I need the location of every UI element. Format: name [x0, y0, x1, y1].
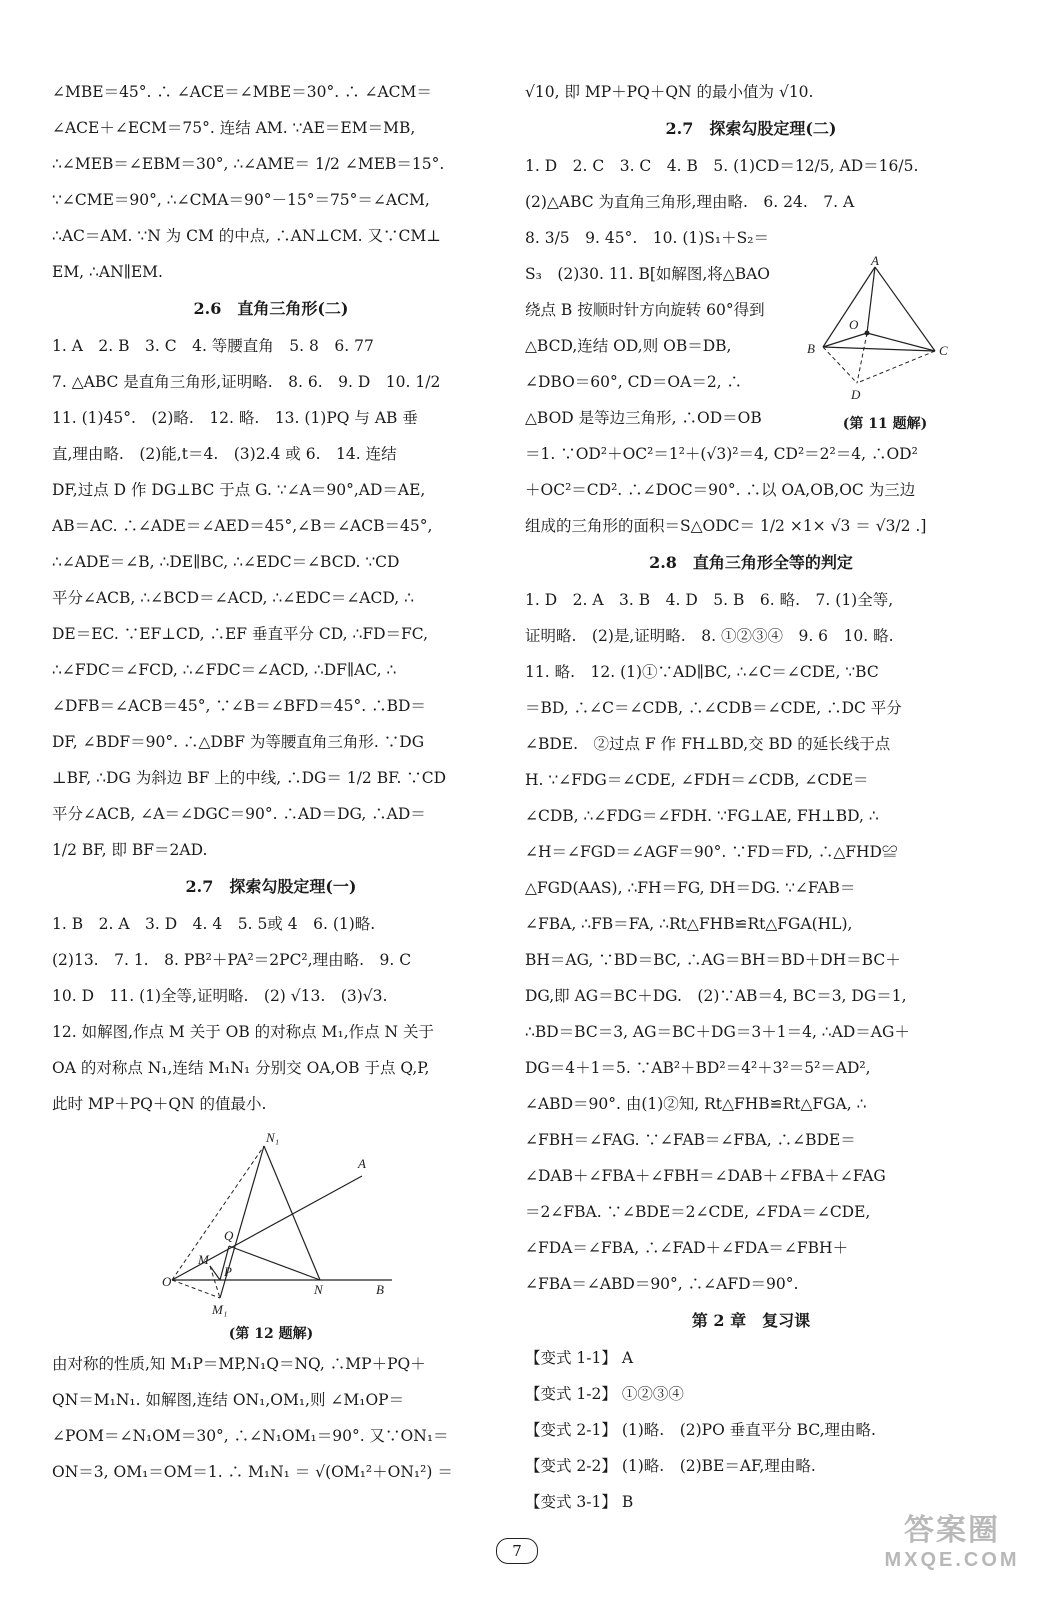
answer-line: ∴∠MEB＝∠EBM＝30°, ∴∠AME＝ 1/2 ∠MEB＝15°.: [52, 155, 445, 173]
label-p: P: [224, 1264, 232, 1279]
answer-line: 1. D 2. A 3. B 4. D 5. B 6. 略. 7. (1)全等,: [525, 591, 894, 609]
answer-line: 1. B 2. A 3. D 4. 4 5. 5或 4 6. (1)略.: [52, 915, 376, 933]
answer-line: △BOD 是等边三角形, ∴OD＝OB: [525, 409, 762, 427]
answer-line: ＋OC²＝CD². ∴∠DOC＝90°. ∴以 OA,OB,OC 为三边: [525, 481, 916, 499]
heading-2-7-part2: 2.7 探索勾股定理(二): [665, 119, 837, 138]
watermark-url: MXQE.COM: [884, 1549, 1020, 1571]
heading-2-6: 2.6 直角三角形(二): [193, 299, 349, 318]
right-lines-a: [525, 74, 977, 110]
review-item: 【变式 1-1】 A: [525, 1349, 634, 1367]
page-number: 7: [496, 1538, 538, 1564]
figure-12-caption: (第 12 题解): [228, 1326, 314, 1342]
label-q: Q: [224, 1228, 234, 1243]
answer-line: 此时 MP＋PQ＋QN 的值最小.: [52, 1095, 267, 1113]
fig11-label-b: B: [807, 341, 815, 356]
answer-line: DG,即 AG＝BC＋DG. (2)∵AB＝4, BC＝3, DG＝1,: [525, 987, 907, 1005]
answer-line: EM, ∴AN∥EM.: [52, 263, 163, 281]
answer-line: 直,理由略. (2)能,t＝4. (3)2.4 或 6. 14. 连结: [52, 445, 397, 463]
answer-line: (2)△ABC 为直角三角形,理由略. 6. 24. 7. A: [525, 193, 855, 211]
answer-line: 8. 3/5 9. 45°. 10. (1)S₁＋S₂＝: [525, 229, 769, 247]
left-lines-b: [52, 328, 490, 868]
answer-line: BH＝AG, ∵BD＝BC, ∴AG＝BH＝BD＋DH＝BC＋: [525, 951, 901, 969]
review-item: 【变式 2-2】 (1)略. (2)BE＝AF,理由略.: [525, 1457, 816, 1475]
answer-line: ∠FDA＝∠FBA, ∴∠FAD＋∠FDA＝∠FBH＋: [525, 1239, 849, 1257]
answer-line: 平分∠ACB, ∠A＝∠DGC＝90°. ∴AD＝DG, ∴AD＝: [52, 805, 426, 823]
answer-line: ＝BD, ∴∠C＝∠CDB, ∴∠CDB＝∠CDE, ∴DC 平分: [525, 699, 902, 717]
answer-line: ∠DAB＋∠FBA＋∠FBH＝∠DAB＋∠FBA＋∠FAG: [525, 1167, 886, 1185]
answer-line: 1. D 2. C 3. C 4. B 5. (1)CD＝12/5, AD＝16/5.: [525, 157, 919, 175]
heading-2-8: 2.8 直角三角形全等的判定: [649, 553, 853, 572]
answer-line: ∠FBA＝∠ABD＝90°, ∴∠AFD＝90°.: [525, 1275, 799, 1293]
label-n1: N₁: [266, 1130, 280, 1145]
answer-line: OA 的对称点 N₁,连结 M₁N₁ 分别交 OA,OB 于点 Q,P,: [52, 1059, 430, 1077]
right-lines-c: [525, 582, 977, 1302]
answer-line: △BCD,连结 OD,则 OB＝DB,: [525, 337, 732, 355]
answer-line: ∠ABD＝90°. 由(1)②知, Rt△FHB≌Rt△FGA, ∴: [525, 1095, 867, 1113]
answer-line: ∴AC＝AM. ∵N 为 CM 的中点, ∴AN⊥CM. 又∵CM⊥: [52, 227, 441, 245]
answer-line: ＝1. ∵OD²＋OC²＝1²＋(√3)²＝4, CD²＝2²＝4, ∴OD²: [525, 445, 918, 463]
answer-line: DF, ∠BDF＝90°. ∴△DBF 为等腰直角三角形. ∵DG: [52, 733, 425, 751]
answer-line: 12. 如解图,作点 M 关于 OB 的对称点 M₁,作点 N 关于: [52, 1023, 435, 1041]
answer-line: ∠CDB, ∴∠FDG＝∠FDH. ∵FG⊥AE, FH⊥BD, ∴: [525, 807, 879, 825]
answer-line: 组成的三角形的面积＝S△ODC＝ 1/2 ×1× √3 ＝ √3/2 .]: [525, 517, 927, 535]
answer-line: 证明略. (2)是,证明略. 8. ①②③④ 9. 6 10. 略.: [525, 627, 894, 645]
answer-line: ∠ACE＋∠ECM＝75°. 连结 AM. ∵AE＝EM＝MB,: [52, 119, 416, 137]
review-item: 【变式 1-2】 ①②③④: [525, 1385, 684, 1403]
fig11-label-c: C: [939, 343, 948, 358]
heading-chapter-2-review: 第 2 章 复习课: [691, 1311, 811, 1330]
answer-line: AB＝AC. ∴∠ADE＝∠AED＝45°,∠B＝∠ACB＝45°,: [52, 517, 433, 535]
answer-line: ＝2∠FBA. ∵∠BDE＝2∠CDE, ∠FDA＝∠CDE,: [525, 1203, 871, 1221]
answer-line: ∴BD＝BC＝3, AG＝BC＋DG＝3＋1＝4, ∴AD＝AG＋: [525, 1023, 910, 1041]
answer-line: √10, 即 MP＋PQ＋QN 的最小值为 √10.: [525, 83, 814, 101]
answer-line: ∠FBA, ∴FB＝FA, ∴Rt△FHB≌Rt△FGA(HL),: [525, 915, 853, 933]
answer-line: ∠MBE＝45°. ∴ ∠ACE＝∠MBE＝30°. ∴ ∠ACM＝: [52, 83, 432, 101]
left-column: [52, 74, 490, 1490]
watermark: [862, 1505, 1042, 1572]
answer-line: ⊥BF, ∴DG 为斜边 BF 上的中线, ∴DG＝ 1/2 BF. ∵CD: [52, 769, 447, 787]
answer-line: DE＝EC. ∵EF⊥CD, ∴EF 垂直平分 CD, ∴FD＝FC,: [52, 625, 428, 643]
answer-line: ∠DBO＝60°, CD＝OA＝2, ∴: [525, 373, 743, 391]
left-lines-c: [52, 906, 490, 1122]
fig11-label-a: A: [871, 255, 879, 268]
label-m: M: [198, 1252, 209, 1267]
answer-line: (2)13. 7. 1. 8. PB²＋PA²＝2PC²,理由略. 9. C: [52, 951, 412, 969]
answer-line: DG＝4＋1＝5. ∵AB²＋BD²＝4²＋3²＝5²＝AD²,: [525, 1059, 871, 1077]
answer-line: 11. 略. 12. (1)①∵AD∥BC, ∴∠C＝∠CDE, ∵BC: [525, 663, 879, 681]
answer-line: 绕点 B 按顺时针方向旋转 60°得到: [525, 301, 765, 319]
answer-line: ∠POM＝∠N₁OM＝30°, ∴∠N₁OM₁＝90°. 又∵ON₁＝: [52, 1427, 449, 1445]
figure-11-caption: (第 11 题解): [842, 416, 928, 432]
answer-line: △FGD(AAS), ∴FH＝FG, DH＝DG. ∵∠FAB＝: [525, 879, 856, 897]
answer-line: 10. D 11. (1)全等,证明略. (2) √13. (3)√3.: [52, 987, 388, 1005]
answer-line: 平分∠ACB, ∴∠BCD＝∠ACD, ∴∠EDC＝∠ACD, ∴: [52, 589, 414, 607]
left-lines-a: [52, 74, 490, 290]
heading-2-7-part1: 2.7 探索勾股定理(一): [185, 877, 357, 896]
label-o: O: [162, 1274, 172, 1289]
figure-11-diagram: [805, 255, 965, 435]
answer-line: ∠FBH＝∠FAG. ∵∠FAB＝∠FBA, ∴∠BDE＝: [525, 1131, 856, 1149]
label-n: N: [314, 1282, 323, 1297]
answer-line: ON＝3, OM₁＝OM＝1. ∴ M₁N₁ ＝ √(OM₁²＋ON₁²) ＝: [52, 1463, 453, 1481]
fig11-label-d: D: [851, 387, 861, 402]
answer-line: DF,过点 D 作 DG⊥BC 于点 G. ∵∠A＝90°,AD＝AE,: [52, 481, 426, 499]
answer-line: ∴∠FDC＝∠FCD, ∴∠FDC＝∠ACD, ∴DF∥AC, ∴: [52, 661, 397, 679]
review-item: 【变式 2-1】 (1)略. (2)PO 垂直平分 BC,理由略.: [525, 1421, 876, 1439]
answer-line: 7. △ABC 是直角三角形,证明略. 8. 6. 9. D 10. 1/2: [52, 373, 441, 391]
figure-12: [52, 1122, 490, 1346]
answer-line: 1. A 2. B 3. C 4. 等腰直角 5. 8 6. 77: [52, 337, 374, 355]
answer-line: ∠H＝∠FGD＝∠AGF＝90°. ∵FD＝FD, ∴△FHD≌: [525, 843, 898, 861]
answer-line: ∠DFB＝∠ACB＝45°, ∵∠B＝∠BFD＝45°. ∴BD＝: [52, 697, 426, 715]
watermark-title: 答案圈: [904, 1514, 1000, 1547]
answer-line: ∵∠CME＝90°, ∴∠CMA＝90°－15°＝75°＝∠ACM,: [52, 191, 430, 209]
answer-line: ∠BDE. ②过点 F 作 FH⊥BD,交 BD 的延长线于点: [525, 735, 891, 753]
answer-line: QN＝M₁N₁. 如解图,连结 ON₁,OM₁,则 ∠M₁OP＝: [52, 1391, 405, 1409]
answer-line: 11. (1)45°. (2)略. 12. 略. 13. (1)PQ 与 AB 垂: [52, 409, 418, 427]
label-b: B: [376, 1282, 384, 1297]
figure-12-diagram: [162, 1128, 402, 1318]
label-m1: M₁: [212, 1302, 228, 1317]
answer-line: H. ∵∠FDG＝∠CDE, ∠FDH＝∠CDB, ∠CDE＝: [525, 771, 869, 789]
review-lines: [525, 1340, 977, 1520]
answer-line: S₃ (2)30. 11. B[如解图,将△BAO: [525, 265, 771, 283]
left-lines-d: [52, 1346, 490, 1490]
answer-line: ∴∠ADE＝∠B, ∴DE∥BC, ∴∠EDC＝∠BCD. ∵CD: [52, 553, 400, 571]
answer-line: 由对称的性质,知 M₁P＝MP,N₁Q＝NQ, ∴MP＋PQ＋: [52, 1355, 426, 1373]
fig11-label-o: O: [849, 317, 859, 332]
review-item: 【变式 3-1】 B: [525, 1493, 634, 1511]
label-a: A: [358, 1156, 366, 1171]
answer-line: 1/2 BF, 即 BF＝2AD.: [52, 841, 208, 859]
